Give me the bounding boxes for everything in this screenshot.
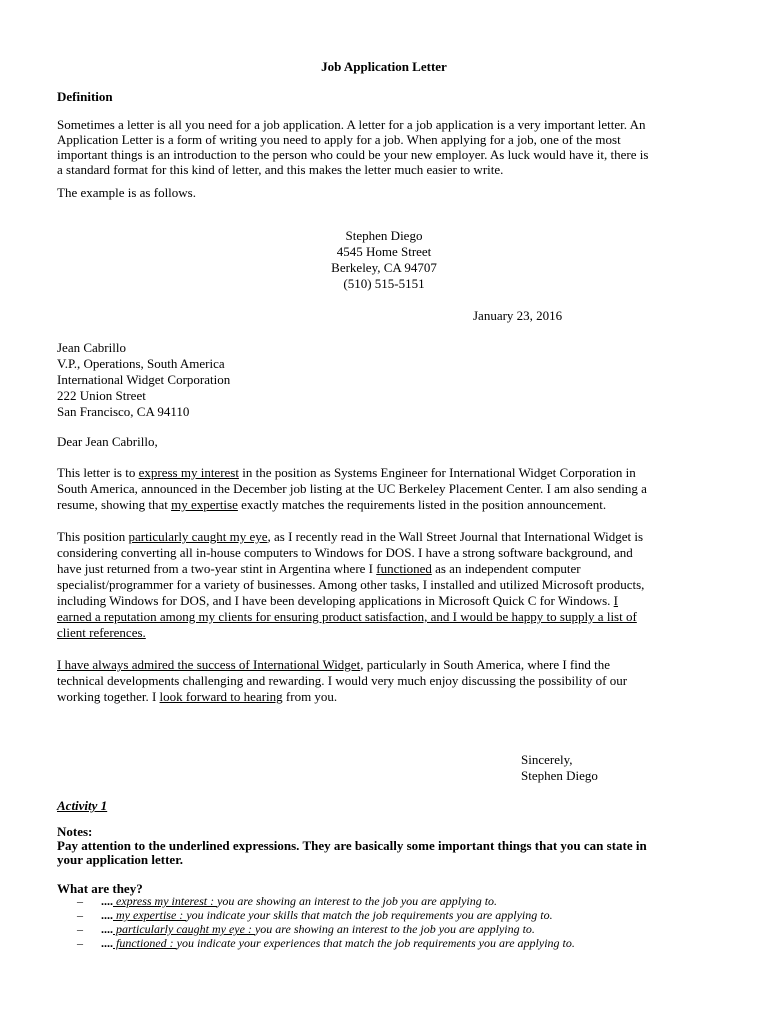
text-line: have just returned from a two-year stint in Argentina where I functioned as an independent computer xyxy=(57,561,581,576)
dash-bullet: – xyxy=(77,936,83,950)
closing-name: Stephen Diego xyxy=(521,768,598,783)
notes-line: your application letter. xyxy=(57,852,184,867)
salutation: Dear Jean Cabrillo, xyxy=(57,434,158,449)
recipient-name: Jean Cabrillo xyxy=(57,340,126,355)
underlined-expression: look forward to hearing xyxy=(159,689,283,704)
definition-line: a standard format for this kind of letter, and this makes the letter much easier to write. xyxy=(57,162,504,177)
list-item: – .... my expertise : you indicate your skills that match the job requirements you are applying to. xyxy=(57,908,737,922)
expression-term: my expertise : xyxy=(113,908,187,922)
text-line: technical developments challenging and rewarding. I would very much enjoy discussing the possibility of our xyxy=(57,673,628,688)
list-item: – .... functioned : you indicate your experiences that match the job requirements you are applying to. xyxy=(57,936,737,950)
expression-description: you are showing an interest to the job you are applying to. xyxy=(217,894,498,908)
definition-line: Application Letter is a form of writing you need to apply for a job. When applying for a job, one of the most xyxy=(57,132,621,147)
expressions-list xyxy=(57,894,737,950)
definition-paragraph xyxy=(57,117,717,177)
sender-city: Berkeley, CA 94707 xyxy=(331,260,437,275)
activity-question: What are they? xyxy=(57,881,143,896)
underlined-expression: I have always admired the success of International Widget xyxy=(57,657,361,672)
definition-line: Sometimes a letter is all you need for a job application. A letter for a job application is a very important letter. An xyxy=(57,117,646,132)
expression-description: you indicate your experiences that match the job requirements you are applying to. xyxy=(176,936,575,950)
expression-term: particularly caught my eye : xyxy=(113,922,255,936)
body-paragraph-3 xyxy=(57,657,717,705)
text-line: I have always admired the success of International Widget, particularly in South America, where I find the xyxy=(57,657,610,672)
underlined-expression: I xyxy=(613,593,619,608)
text-line: resume, showing that my expertise exactly matches the requirements listed in the position announcement. xyxy=(57,497,607,512)
sender-phone: (510) 515-5151 xyxy=(343,276,425,291)
notes-label: Notes: xyxy=(57,824,93,839)
recipient-street: 222 Union Street xyxy=(57,388,146,403)
sender-name: Stephen Diego xyxy=(345,228,423,243)
sender-street: 4545 Home Street xyxy=(336,244,432,259)
underlined-expression: particularly caught my eye xyxy=(128,529,268,544)
text-line: specialist/programmer for a variety of businesses. Among other tasks, I installed and utilized Microsoft products, xyxy=(57,577,645,592)
expression-description: you are showing an interest to the job you are applying to. xyxy=(254,922,535,936)
list-item: – .... express my interest : you are showing an interest to the job you are applying to. xyxy=(57,894,737,908)
notes-line: Pay attention to the underlined expressions. They are basically some important things that you can state in xyxy=(57,838,647,853)
definition-heading: Definition xyxy=(57,89,113,104)
recipient-title: V.P., Operations, South America xyxy=(57,356,225,371)
dash-bullet: – xyxy=(77,908,83,922)
underlined-expression: client references. xyxy=(57,625,146,640)
text-line: working together. I look forward to hearing from you. xyxy=(57,689,338,704)
letter-date: January 23, 2016 xyxy=(473,308,563,323)
underlined-expression: functioned xyxy=(376,561,432,576)
document-title: Job Application Letter xyxy=(321,59,447,74)
expression-description: you indicate your skills that match the job requirements you are applying to. xyxy=(186,908,553,922)
body-paragraph-2 xyxy=(57,529,717,641)
expression-term: express my interest : xyxy=(113,894,218,908)
definition-line: important things is an introduction to the person who could be your new employer. As luck would have it, there is xyxy=(57,147,649,162)
underlined-expression: express my interest xyxy=(138,465,239,480)
dash-bullet: – xyxy=(77,894,83,908)
example-intro: The example is as follows. xyxy=(57,185,196,200)
text-line: This letter is to express my interest in the position as Systems Engineer for International Widget Corporation in xyxy=(57,465,636,480)
underlined-expression: earned a reputation among my clients for ensuring product satisfaction, and I would be happy to supply a list of xyxy=(57,609,637,624)
text-line: including Windows for DOS, and I have been developing applications in Microsoft Quick C for Windows. I xyxy=(57,593,619,608)
body-paragraph-1 xyxy=(57,465,717,513)
recipient-address-block xyxy=(57,340,717,420)
sender-address-block xyxy=(0,228,768,292)
text-line: considering converting all in-house computers to Windows for DOS. I have a strong software background, and xyxy=(57,545,633,560)
text-line: This position particularly caught my eye, as I recently read in the Wall Street Journal that International Widget is xyxy=(57,529,644,544)
activity-heading: Activity 1 xyxy=(57,798,108,813)
closing-word: Sincerely, xyxy=(521,752,573,767)
closing-block xyxy=(521,752,598,784)
text-line: South America, announced in the December job listing at the UC Berkeley Placement Center. I am also sending a xyxy=(57,481,647,496)
dash-bullet: – xyxy=(77,922,83,936)
list-item: – .... particularly caught my eye : you are showing an interest to the job you are applying to. xyxy=(57,922,737,936)
recipient-company: International Widget Corporation xyxy=(57,372,231,387)
underlined-expression: my expertise xyxy=(171,497,238,512)
recipient-city: San Francisco, CA 94110 xyxy=(57,404,190,419)
activity-notes xyxy=(57,825,717,867)
expression-term: functioned : xyxy=(113,936,177,950)
